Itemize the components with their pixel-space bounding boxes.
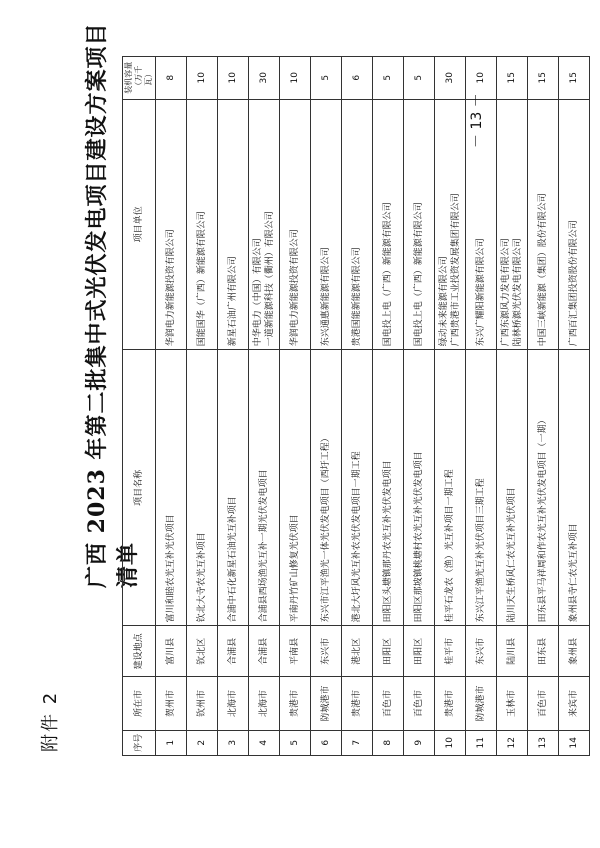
cell-city: 百色市 (528, 677, 559, 730)
header-city: 所在市 (123, 677, 156, 730)
cell-no: 11 (466, 730, 497, 755)
cell-capacity: 30 (435, 57, 466, 100)
table-row (404, 57, 435, 756)
cell-project: 东兴市江平渔光一体光伏发电项目（西圩工程） (311, 350, 342, 626)
attachment-label: 附件 2 (40, 690, 61, 752)
unit-line: 贵港国能新能源有限公司 (352, 247, 362, 347)
cell-capacity: 10 (187, 57, 218, 100)
cell-site: 港北区 (342, 626, 373, 677)
unit-line: 华润电力新能源投资有限公司 (166, 229, 176, 347)
cell-city: 钦州市 (187, 677, 218, 730)
cell-unit (342, 99, 373, 350)
cell-project: 富川和睦农光互补光伏项目 (156, 350, 187, 626)
table-row (373, 57, 404, 756)
cell-site: 桂平市 (435, 626, 466, 677)
cell-site: 东兴市 (466, 626, 497, 677)
cell-no: 14 (559, 730, 590, 755)
cell-unit (311, 99, 342, 350)
cell-no: 2 (187, 730, 218, 755)
cell-unit (404, 99, 435, 350)
cell-no: 10 (435, 730, 466, 755)
table-row (156, 57, 187, 756)
cell-no: 5 (280, 730, 311, 755)
cell-no: 1 (156, 730, 187, 755)
header-project: 项目名称 (123, 350, 156, 626)
unit-line: 国能国华（广西）新能源有限公司 (197, 211, 207, 347)
cell-project: 合浦中石化新星石油光互补项目 (218, 350, 249, 626)
table-row (280, 57, 311, 756)
cell-project: 田东县平马祥周和作农光互补光伏发电项目（一期） (528, 350, 559, 626)
header-no: 序号 (123, 730, 156, 755)
cell-no: 4 (249, 730, 280, 755)
cell-unit (187, 99, 218, 350)
cell-city: 来宾市 (559, 677, 590, 730)
unit-line: 国电投上电（广西）新能源有限公司 (414, 202, 424, 347)
cell-site: 平南县 (280, 626, 311, 677)
cell-site: 象州县 (559, 626, 590, 677)
cell-city: 贵港市 (280, 677, 311, 730)
cell-city: 防城港市 (466, 677, 497, 730)
unit-line: 东兴通惠新能源有限公司 (321, 247, 331, 347)
cell-city: 百色市 (373, 677, 404, 730)
cell-no: 3 (218, 730, 249, 755)
cell-city: 玉林市 (497, 677, 528, 730)
cell-project: 合浦县西场渔光互补一期光伏发电项目 (249, 350, 280, 626)
cell-city: 北海市 (218, 677, 249, 730)
cell-capacity: 6 (342, 57, 373, 100)
table-row (466, 57, 497, 756)
cell-capacity: 15 (497, 57, 528, 100)
cell-capacity: 5 (311, 57, 342, 100)
cell-site: 合浦县 (218, 626, 249, 677)
page-number: － 13 － (469, 93, 485, 148)
cell-project: 钦北大寺农光互补项目 (187, 350, 218, 626)
unit-line: 广西东源风力发电有限公司 (501, 238, 511, 347)
cell-unit (559, 99, 590, 350)
cell-capacity: 15 (528, 57, 559, 100)
project-table (122, 56, 590, 756)
cell-city: 贵港市 (435, 677, 466, 730)
cell-capacity: 10 (466, 57, 497, 100)
cell-project: 象州县寺仁农光互补项目 (559, 350, 590, 626)
cell-unit (435, 99, 466, 350)
table-row (559, 57, 590, 756)
cell-project: 陆川天生桥风仁农光互补光伏项目 (497, 350, 528, 626)
unit-line: 新星石油广州有限公司 (228, 256, 238, 347)
cell-unit (156, 99, 187, 350)
cell-unit (373, 99, 404, 350)
cell-project: 桂平石龙农（渔）光互补项目一期工程 (435, 350, 466, 626)
table-row (435, 57, 466, 756)
cell-site: 富川县 (156, 626, 187, 677)
cell-no: 9 (404, 730, 435, 755)
unit-line: 广西百汇集团投资股份有限公司 (569, 220, 579, 347)
unit-line: 广西贵港市工业投资发展集团有限公司 (451, 193, 461, 347)
cell-site: 陆川县 (497, 626, 528, 677)
unit-line: 华润电力新能源投资有限公司 (290, 229, 300, 347)
cell-project: 田阳区头塘镇那丹农光互补光伏发电项目 (373, 350, 404, 626)
cell-unit (249, 99, 280, 350)
table-header-row (123, 57, 156, 756)
cell-project: 港北大圩风光互补农光伏发电项目一期工程 (342, 350, 373, 626)
table-row (342, 57, 373, 756)
cell-no: 8 (373, 730, 404, 755)
cell-city: 防城港市 (311, 677, 342, 730)
table-row (187, 57, 218, 756)
header-unit: 项目单位 (123, 99, 156, 350)
unit-line: 绿动未来能源有限公司 (439, 256, 449, 347)
table-row (497, 57, 528, 756)
header-capacity: 装机容量（万千瓦） (123, 57, 156, 100)
table-row (311, 57, 342, 756)
cell-site: 田东县 (528, 626, 559, 677)
unit-line: 中华电力（中国）有限公司 (253, 238, 263, 347)
cell-capacity: 8 (156, 57, 187, 100)
cell-site: 钦北区 (187, 626, 218, 677)
header-site: 建设地点 (123, 626, 156, 677)
table-body (156, 57, 590, 756)
cell-no: 13 (528, 730, 559, 755)
cell-site: 东兴市 (311, 626, 342, 677)
table-row (249, 57, 280, 756)
table-row (528, 57, 559, 756)
cell-no: 6 (311, 730, 342, 755)
cell-site: 田阳区 (404, 626, 435, 677)
cell-capacity: 10 (280, 57, 311, 100)
document-title: 广西 2023 年第二批集中式光伏发电项目建设方案项目清单 (84, 22, 141, 588)
cell-unit (497, 99, 528, 350)
cell-capacity: 10 (218, 57, 249, 100)
cell-unit (528, 99, 559, 350)
unit-line: 东兴广耀阳新能源有限公司 (476, 238, 486, 347)
cell-project: 平南丹竹矿山修复光伏项目 (280, 350, 311, 626)
unit-line: 一道新能源科技（衢州）有限公司 (265, 211, 275, 347)
cell-capacity: 5 (404, 57, 435, 100)
cell-capacity: 5 (373, 57, 404, 100)
unit-line: 国电投上电（广西）新能源有限公司 (383, 202, 393, 347)
unit-line: 陆林桥源光伏发电有限公司 (513, 238, 523, 347)
cell-city: 北海市 (249, 677, 280, 730)
unit-line: 中国三峡新能源（集团）股份有限公司 (538, 193, 548, 347)
cell-city: 百色市 (404, 677, 435, 730)
cell-city: 贵港市 (342, 677, 373, 730)
cell-capacity: 30 (249, 57, 280, 100)
cell-city: 贺州市 (156, 677, 187, 730)
cell-capacity: 15 (559, 57, 590, 100)
cell-site: 合浦县 (249, 626, 280, 677)
cell-no: 12 (497, 730, 528, 755)
cell-unit (280, 99, 311, 350)
table-row (218, 57, 249, 756)
cell-project: 田阳区那坡镇桃塘村农光互补光伏发电项目 (404, 350, 435, 626)
cell-project: 东兴江平渔光互补光伏项目三期工程 (466, 350, 497, 626)
cell-unit (218, 99, 249, 350)
cell-site: 田阳区 (373, 626, 404, 677)
cell-no: 7 (342, 730, 373, 755)
